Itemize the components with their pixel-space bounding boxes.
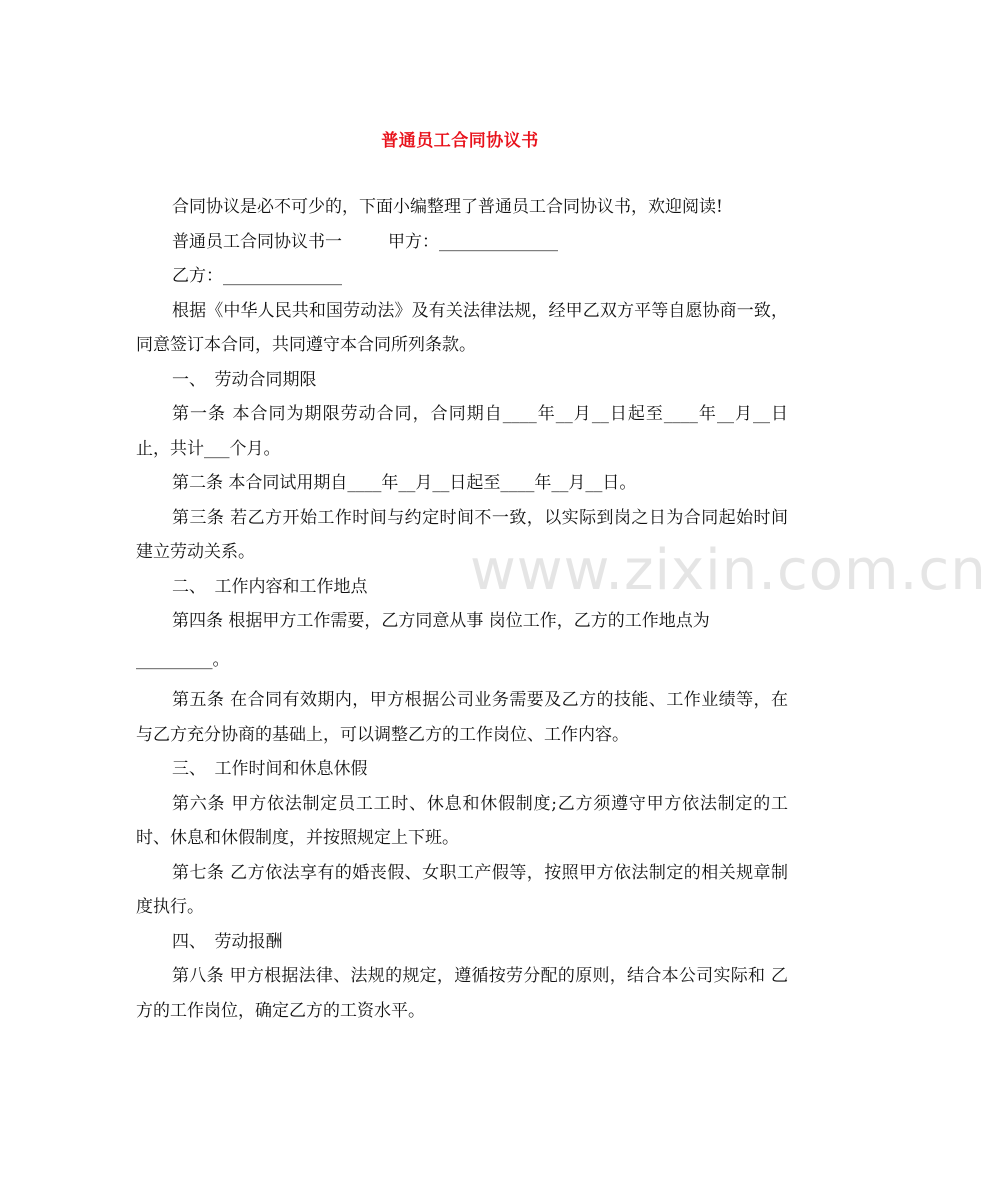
section-heading-1: 一、 劳动合同期限 <box>172 369 317 390</box>
article-1: 第一条 本合同为期限劳动合同，合同期自____年__月__日起至____年__月__日止，共计___个月。 <box>136 404 788 459</box>
article-8: 第八条 甲方根据法律、法规的规定，遵循按劳分配的原则，结合本公司实际和 乙方的工作岗位，确定乙方的工资水平。 <box>136 966 788 1021</box>
article-5: 第五条 在合同有效期内，甲方根据公司业务需要及乙方的技能、工作业绩等，在与乙方充分协商的基础上，可以调整乙方的工作岗位、工作内容。 <box>136 690 788 745</box>
section-heading-2: 二、 工作内容和工作地点 <box>172 576 368 597</box>
basis-paragraph: 根据《中华人民共和国劳动法》及有关法律法规，经甲乙双方平等自愿协商一致，同意签订本合同，共同遵守本合同所列条款。 <box>136 300 788 355</box>
intro-paragraph: 合同协议是必不可少的，下面小编整理了普通员工合同协议书，欢迎阅读! <box>172 197 723 217</box>
article-3: 第三条 若乙方开始工作时间与约定时间不一致，以实际到岗之日为合同起始时间建立劳动关系。 <box>136 507 788 562</box>
document-body <box>136 190 788 1028</box>
article-4-line-2: _________。 <box>136 649 230 670</box>
document-title: 普通员工合同协议书 <box>381 131 539 151</box>
article-7: 第七条 乙方依法享有的婚丧假、女职工产假等，按照甲方依法制定的相关规章制度执行。 <box>136 862 788 917</box>
article-4-line-1: 第四条 根据甲方工作需要，乙方同意从事 岗位工作，乙方的工作地点为 <box>172 611 710 631</box>
article-4 <box>136 604 788 639</box>
section-heading-3: 三、 工作时间和休息休假 <box>172 759 368 779</box>
section-heading-4: 四、 劳动报酬 <box>172 931 283 952</box>
article-2: 第二条 本合同试用期自____年__月__日起至____年__月__日。 <box>172 473 637 493</box>
contract-subtitle: 普通员工合同协议书一 <box>172 231 342 252</box>
article-6: 第六条 甲方依法制定员工工时、休息和休假制度;乙方须遵守甲方依法制定的工时、休息和休假制度，并按照规定上下班。 <box>136 793 788 848</box>
party-a-field: 甲方：______________ <box>388 231 558 252</box>
subtitle-line <box>136 225 788 260</box>
site-watermark: www.zixin.com.cn <box>470 538 987 603</box>
party-b-field: 乙方：______________ <box>172 266 342 286</box>
